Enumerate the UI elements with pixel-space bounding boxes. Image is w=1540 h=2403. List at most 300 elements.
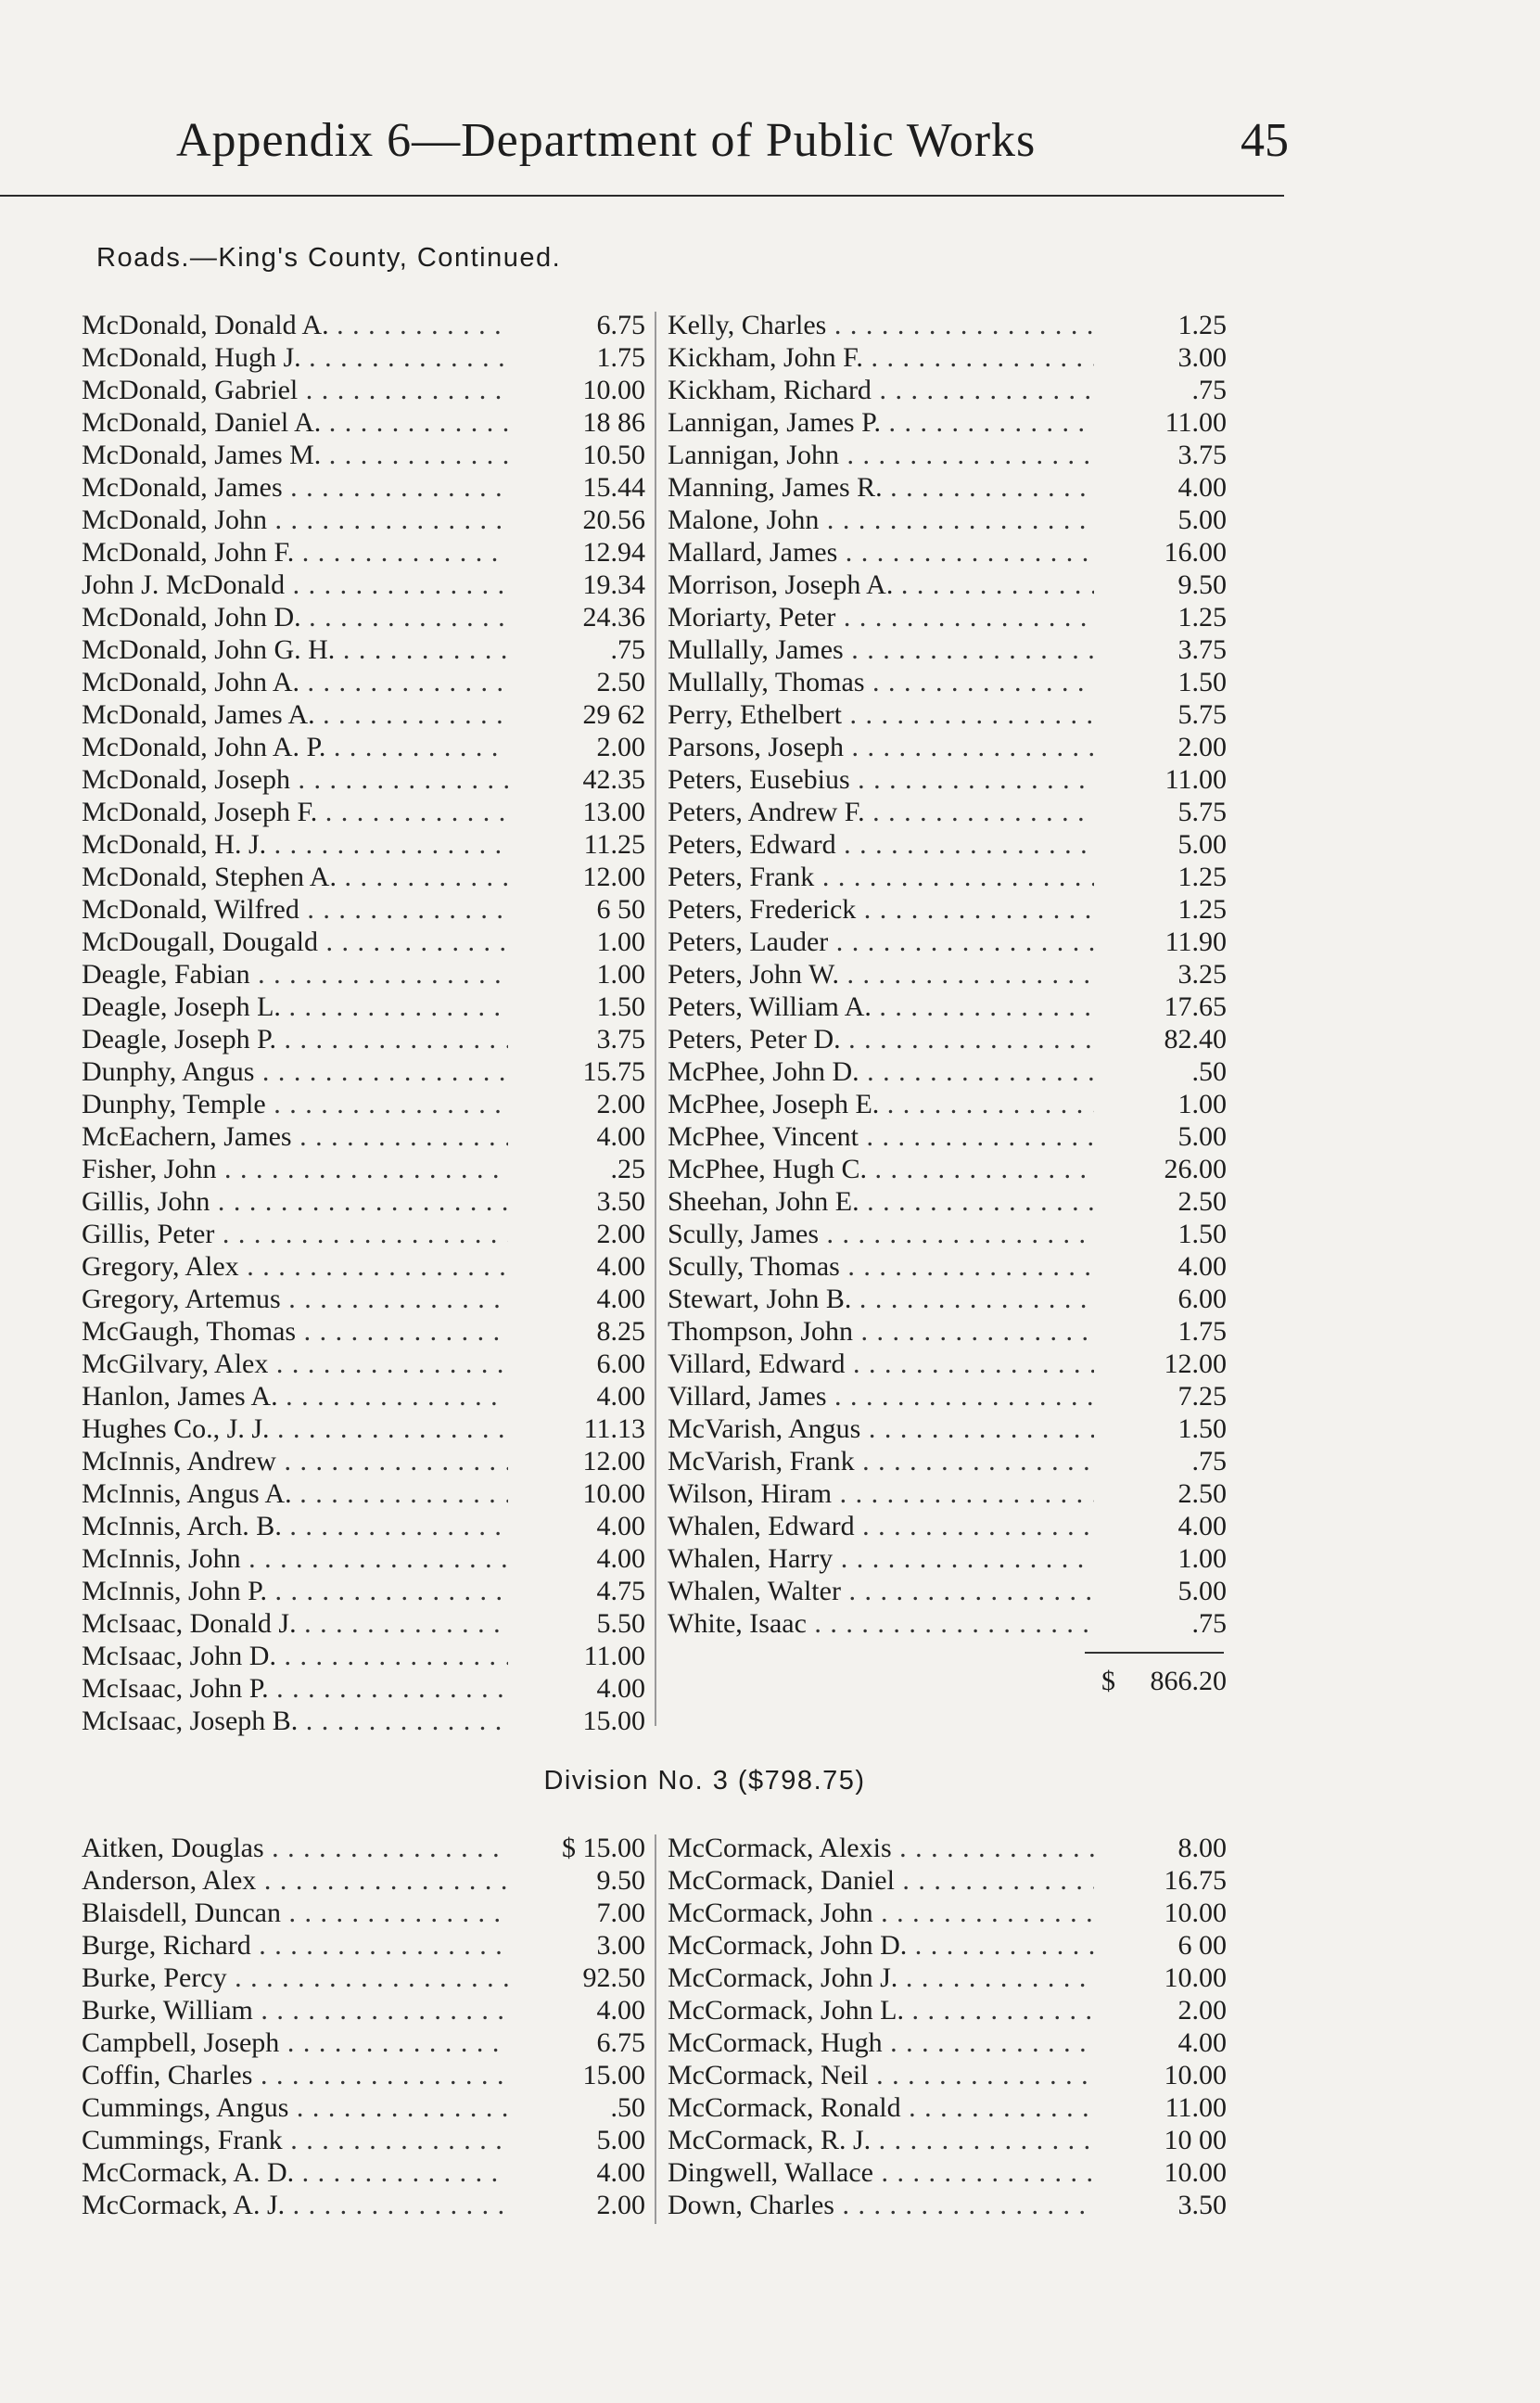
list-item (668, 374, 1227, 406)
payment-amount: 42.35 (582, 764, 645, 795)
list-item (82, 374, 645, 406)
running-title: Appendix 6—Department of Public Works (176, 114, 1037, 167)
payment-amount: .75 (1191, 375, 1227, 405)
payee-name: Anderson, Alex . . . (82, 1864, 508, 1897)
payment-amount: .50 (610, 2092, 645, 2123)
payment-amount: 4.00 (596, 1251, 645, 1282)
payment-amount: 1.00 (596, 927, 645, 957)
payment-amount: 2.50 (1177, 1186, 1227, 1217)
payee-name: John J. McDonald . . . (82, 569, 508, 601)
payment-amount: 10.00 (1164, 2060, 1227, 2090)
payee-name: McCormack, A. D. . . . (82, 2156, 508, 2189)
payment-amount: 4.00 (596, 2157, 645, 2188)
list-item (82, 893, 645, 926)
payee-name: McDonald, Donald A. . . . (82, 309, 508, 341)
list-item (82, 1348, 645, 1380)
list-item (668, 796, 1227, 828)
list-item (668, 958, 1227, 991)
payee-name: McDonald, John G. H. . . . (82, 633, 508, 666)
division-heading: Division No. 3 ($798.75) (543, 1766, 866, 1796)
payment-amount: 4.00 (1177, 1251, 1227, 1282)
payee-name: McPhee, Joseph E. . . . (668, 1088, 1094, 1120)
payee-name: McDonald, H. J. . . . (82, 828, 508, 861)
payment-amount: 1.50 (596, 991, 645, 1022)
list-item (668, 1994, 1227, 2026)
payee-name: McDonald, John F. . . . (82, 536, 508, 569)
payment-amount: 3.50 (1177, 2190, 1227, 2220)
payee-name: Parsons, Joseph . . . (668, 731, 1094, 763)
payee-name: Moriarty, Peter . . . (668, 601, 1094, 633)
payment-amount: 8.00 (1177, 1833, 1227, 1863)
payee-name: Gillis, Peter . . . (82, 1218, 508, 1250)
payment-amount: 10.00 (1164, 1898, 1227, 1928)
payment-amount: 11.13 (583, 1413, 645, 1444)
payee-name: McDonald, James A. . . . (82, 698, 508, 731)
list-item (668, 309, 1227, 341)
payee-name: Dunphy, Angus . . . (82, 1055, 508, 1088)
payment-amount: 3.25 (1177, 959, 1227, 990)
payment-amount: 5.00 (1177, 505, 1227, 535)
list-item (668, 1607, 1227, 1640)
payee-name: Kickham, Richard . . . (668, 374, 1094, 406)
list-item (82, 406, 645, 439)
payee-name: Fisher, John . . . (82, 1153, 508, 1185)
payee-name: McVarish, Frank . . . (668, 1445, 1094, 1477)
list-item (82, 1250, 645, 1283)
payee-name: McInnis, John . . . (82, 1542, 508, 1575)
payment-amount: 2.00 (596, 1089, 645, 1119)
payment-amount: 4.00 (596, 1511, 645, 1541)
list-item (668, 926, 1227, 958)
payment-amount: 3.00 (1177, 342, 1227, 373)
payment-amount: 4.00 (1177, 2027, 1227, 2058)
payee-name: Whalen, Walter . . . (668, 1575, 1094, 1607)
list-item (668, 1542, 1227, 1575)
list-item (82, 1832, 645, 1864)
payment-amount: 3.75 (1177, 440, 1227, 470)
list-item (82, 1864, 645, 1897)
payment-amount: .50 (1191, 1056, 1227, 1087)
payee-name: Deagle, Fabian . . . (82, 958, 508, 991)
payee-name: Burke, Percy . . . (82, 1962, 508, 1994)
payee-name: Morrison, Joseph A. . . . (668, 569, 1094, 601)
list-item (82, 341, 645, 374)
payee-name: McDonald, Stephen A. . . . (82, 861, 508, 893)
list-item (82, 2026, 645, 2059)
payment-amount: 7.25 (1177, 1381, 1227, 1412)
payment-amount: 29 62 (582, 699, 645, 730)
payment-amount: 6.75 (596, 2027, 645, 2058)
list-item (82, 569, 645, 601)
list-item (668, 1283, 1227, 1315)
payment-amount: 5.75 (1177, 699, 1227, 730)
list-item (82, 1510, 645, 1542)
payee-name: Peters, John W. . . . (668, 958, 1094, 991)
payee-name: McCormack, A. J. . . . (82, 2189, 508, 2221)
list-item (668, 666, 1227, 698)
list-item (668, 1412, 1227, 1445)
payment-amount: 10.00 (1164, 2157, 1227, 2188)
list-item (82, 1185, 645, 1218)
payment-amount: 2.50 (1177, 1478, 1227, 1509)
payee-name: Burke, William . . . (82, 1994, 508, 2026)
payment-amount: 15.00 (582, 1706, 645, 1736)
payee-name: McInnis, Arch. B. . . . (82, 1510, 508, 1542)
list-item (668, 1088, 1227, 1120)
list-item (82, 1929, 645, 1962)
list-item (82, 439, 645, 471)
list-item (668, 1055, 1227, 1088)
payee-name: Villard, Edward . . . (668, 1348, 1094, 1380)
payment-amount: 4.00 (1177, 472, 1227, 503)
payment-amount: 2.50 (596, 667, 645, 697)
list-item (82, 1575, 645, 1607)
list-item (82, 796, 645, 828)
page-number: 45 (1241, 114, 1289, 167)
payment-amount: 16.75 (1164, 1865, 1227, 1896)
payment-amount: .75 (610, 634, 645, 665)
payee-name: McDonald, Joseph . . . (82, 763, 508, 796)
payee-name: Peters, Frank . . . (668, 861, 1094, 893)
list-item (668, 1929, 1227, 1962)
payment-amount: 10.50 (582, 440, 645, 470)
payee-name: Manning, James R. . . . (668, 471, 1094, 504)
payee-name: McCormack, R. J. . . . (668, 2124, 1094, 2156)
list-item (82, 1153, 645, 1185)
list-item (668, 536, 1227, 569)
section2-left-column (82, 1832, 645, 2221)
list-item (82, 309, 645, 341)
payee-name: Perry, Ethelbert . . . (668, 698, 1094, 731)
payment-amount: 11.00 (583, 1641, 645, 1671)
list-item (82, 633, 645, 666)
payment-amount: 4.00 (596, 1995, 645, 2026)
payee-name: Dingwell, Wallace . . . (668, 2156, 1094, 2189)
payee-name: Scully, Thomas . . . (668, 1250, 1094, 1283)
payment-amount: 3.75 (596, 1024, 645, 1055)
payee-name: McPhee, Vincent . . . (668, 1120, 1094, 1153)
list-item (668, 1510, 1227, 1542)
payment-amount: 4.00 (596, 1381, 645, 1412)
payee-name: McGilvary, Alex . . . (82, 1348, 508, 1380)
list-item (668, 1575, 1227, 1607)
payment-amount: 17.65 (1164, 991, 1227, 1022)
payment-amount: 12.00 (582, 1446, 645, 1476)
list-item (82, 1055, 645, 1088)
payment-amount: 4.00 (596, 1673, 645, 1704)
payment-amount: 5.50 (596, 1608, 645, 1639)
payment-amount: 6 50 (596, 894, 645, 925)
payee-name: Malone, John . . . (668, 504, 1094, 536)
payee-name: McDonald, Gabriel . . . (82, 374, 508, 406)
list-item (668, 698, 1227, 731)
list-item (668, 1962, 1227, 1994)
payment-amount: 5.75 (1177, 797, 1227, 827)
total-rule (1085, 1652, 1224, 1654)
list-item (668, 1315, 1227, 1348)
list-item (82, 2091, 645, 2124)
payee-name: Peters, Frederick . . . (668, 893, 1094, 926)
payee-name: McPhee, Hugh C. . . . (668, 1153, 1094, 1185)
section1-left-column (82, 309, 645, 1737)
list-item (668, 2124, 1227, 2156)
list-item (668, 1250, 1227, 1283)
payment-amount: 2.00 (596, 1219, 645, 1249)
list-item (82, 536, 645, 569)
payee-name: McVarish, Angus . . . (668, 1412, 1094, 1445)
list-item (82, 828, 645, 861)
payee-name: Peters, William A. . . . (668, 991, 1094, 1023)
payment-amount: 11.90 (1165, 927, 1227, 957)
payment-amount: 15.44 (582, 472, 645, 503)
payment-amount: 2.00 (596, 732, 645, 762)
payee-name: McGaugh, Thomas . . . (82, 1315, 508, 1348)
payee-name: Down, Charles . . . (668, 2189, 1094, 2221)
payee-name: McCormack, Alexis . . . (668, 1832, 1094, 1864)
payment-amount: 2.00 (596, 2190, 645, 2220)
payee-name: McCormack, Ronald . . . (668, 2091, 1094, 2124)
list-item (82, 2124, 645, 2156)
payee-name: McCormack, John L. . . . (668, 1994, 1094, 2026)
list-item (82, 666, 645, 698)
payment-amount: 1.25 (1177, 602, 1227, 633)
list-item (668, 991, 1227, 1023)
list-item (668, 569, 1227, 601)
list-item (668, 2189, 1227, 2221)
payment-amount: 11.25 (583, 829, 645, 860)
payee-name: McCormack, John . . . (668, 1897, 1094, 1929)
payee-name: Gregory, Artemus . . . (82, 1283, 508, 1315)
list-item (82, 1607, 645, 1640)
list-item (82, 1542, 645, 1575)
payment-amount: 6.75 (596, 310, 645, 340)
payment-amount: 3.00 (596, 1930, 645, 1961)
payment-amount: 10.00 (582, 1478, 645, 1509)
payment-amount: 6 00 (1177, 1930, 1227, 1961)
payment-amount: .75 (1191, 1608, 1227, 1639)
payment-amount: 11.00 (1165, 764, 1227, 795)
list-item (82, 958, 645, 991)
payment-amount: 3.50 (596, 1186, 645, 1217)
payee-name: Dunphy, Temple . . . (82, 1088, 508, 1120)
payment-amount: 8.25 (596, 1316, 645, 1347)
payee-name: Hanlon, James A. . . . (82, 1380, 508, 1412)
payee-name: McDonald, James . . . (82, 471, 508, 504)
payee-name: McDonald, John A. . . . (82, 666, 508, 698)
payment-amount: 2.00 (1177, 732, 1227, 762)
payment-amount: 1.00 (596, 959, 645, 990)
payee-name: Whalen, Harry . . . (668, 1542, 1094, 1575)
payee-name: Campbell, Joseph . . . (82, 2026, 508, 2059)
list-item (668, 861, 1227, 893)
list-item (668, 601, 1227, 633)
column-divider (655, 1834, 656, 2224)
list-item (668, 406, 1227, 439)
list-item (668, 341, 1227, 374)
payment-amount: 1.25 (1177, 862, 1227, 892)
payment-amount: 1.75 (596, 342, 645, 373)
payment-amount: 1.50 (1177, 1413, 1227, 1444)
payee-name: McDonald, John . . . (82, 504, 508, 536)
payee-name: Villard, James . . . (668, 1380, 1094, 1412)
payee-name: McInnis, Andrew . . . (82, 1445, 508, 1477)
list-item (82, 1088, 645, 1120)
list-item (82, 1023, 645, 1055)
list-item (668, 2026, 1227, 2059)
list-item (82, 731, 645, 763)
payee-name: Sheehan, John E. . . . (668, 1185, 1094, 1218)
payment-amount: 4.75 (596, 1576, 645, 1606)
section2-right-column (668, 1832, 1227, 2221)
payment-amount: 82.40 (1164, 1024, 1227, 1055)
payee-name: Cummings, Frank . . . (82, 2124, 508, 2156)
section-heading: Roads.—King's County, Continued. (96, 243, 562, 273)
list-item (668, 2059, 1227, 2091)
list-item (82, 1477, 645, 1510)
payment-amount: 5.00 (596, 2125, 645, 2155)
payment-amount: $ 15.00 (562, 1833, 645, 1863)
payment-amount: 10.00 (1164, 1962, 1227, 1993)
payee-name: Coffin, Charles . . . (82, 2059, 508, 2091)
payment-amount: 4.00 (596, 1284, 645, 1314)
payment-amount: 24.36 (582, 602, 645, 633)
section1-right-column (668, 309, 1227, 1640)
list-item (668, 1897, 1227, 1929)
column-divider (655, 312, 656, 1726)
payee-name: Gregory, Alex . . . (82, 1250, 508, 1283)
payment-amount: 4.00 (596, 1543, 645, 1574)
payment-amount: 9.50 (1177, 569, 1227, 600)
payment-amount: .25 (610, 1154, 645, 1184)
list-item (668, 1832, 1227, 1864)
payment-amount: 10 00 (1164, 2125, 1227, 2155)
payment-amount: 1.00 (1177, 1543, 1227, 1574)
list-item (668, 2156, 1227, 2189)
payment-amount: .75 (1191, 1446, 1227, 1476)
payment-amount: 12.94 (582, 537, 645, 568)
payee-name: Kelly, Charles . . . (668, 309, 1094, 341)
payment-amount: 10.00 (582, 375, 645, 405)
payee-name: McCormack, Daniel . . . (668, 1864, 1094, 1897)
payment-amount: 12.00 (1164, 1348, 1227, 1379)
header-rule (0, 195, 1284, 197)
list-item (82, 926, 645, 958)
payee-name: McEachern, James . . . (82, 1120, 508, 1153)
payee-name: Gillis, John . . . (82, 1185, 508, 1218)
list-item (668, 1864, 1227, 1897)
total-value: 866.20 (1150, 1666, 1227, 1696)
payment-amount: 11.00 (1165, 2092, 1227, 2123)
payee-name: McPhee, John D. . . . (668, 1055, 1094, 1088)
list-item (82, 1640, 645, 1672)
payee-name: Peters, Peter D. . . . (668, 1023, 1094, 1055)
payee-name: McDougall, Dougald . . . (82, 926, 508, 958)
payee-name: Mallard, James . . . (668, 536, 1094, 569)
payment-amount: 5.00 (1177, 1576, 1227, 1606)
payee-name: Mullally, James . . . (668, 633, 1094, 666)
payee-name: Thompson, John . . . (668, 1315, 1094, 1348)
payment-amount: 11.00 (1165, 407, 1227, 438)
payment-amount: 6.00 (596, 1348, 645, 1379)
payee-name: McDonald, James M. . . . (82, 439, 508, 471)
list-item (82, 1897, 645, 1929)
list-item (668, 504, 1227, 536)
list-item (82, 861, 645, 893)
payee-name: McIsaac, Donald J. . . . (82, 1607, 508, 1640)
payment-amount: 7.00 (596, 1898, 645, 1928)
payee-name: Stewart, John B. . . . (668, 1283, 1094, 1315)
payee-name: Burge, Richard . . . (82, 1929, 508, 1962)
list-item (668, 2091, 1227, 2124)
payee-name: Deagle, Joseph L. . . . (82, 991, 508, 1023)
payee-name: Hughes Co., J. J. . . . (82, 1412, 508, 1445)
payment-amount: 5.00 (1177, 1121, 1227, 1152)
list-item (668, 893, 1227, 926)
list-item (82, 601, 645, 633)
payee-name: McCormack, John J. . . . (668, 1962, 1094, 1994)
payee-name: McDonald, Hugh J. . . . (82, 341, 508, 374)
payment-amount: 4.00 (596, 1121, 645, 1152)
payee-name: McCormack, Hugh . . . (668, 2026, 1094, 2059)
list-item (82, 2059, 645, 2091)
payee-name: Lannigan, James P. . . . (668, 406, 1094, 439)
payee-name: Cummings, Angus . . . (82, 2091, 508, 2124)
payment-amount: 12.00 (582, 862, 645, 892)
list-item (82, 1412, 645, 1445)
list-item (82, 698, 645, 731)
payee-name: McDonald, John A. P. . . . (82, 731, 508, 763)
payment-amount: 1.25 (1177, 894, 1227, 925)
payee-name: Aitken, Douglas . . . (82, 1832, 508, 1864)
payment-amount: 13.00 (582, 797, 645, 827)
payment-amount: 9.50 (596, 1865, 645, 1896)
payee-name: McIsaac, John P. . . . (82, 1672, 508, 1705)
payee-name: Peters, Andrew F. . . . (668, 796, 1094, 828)
payment-amount: 1.50 (1177, 667, 1227, 697)
payment-amount: 26.00 (1164, 1154, 1227, 1184)
list-item (82, 763, 645, 796)
list-item (668, 1218, 1227, 1250)
payee-name: McInnis, Angus A. . . . (82, 1477, 508, 1510)
payment-amount: 18 86 (582, 407, 645, 438)
payee-name: Kickham, John F. . . . (668, 341, 1094, 374)
list-item (82, 471, 645, 504)
list-item (82, 1672, 645, 1705)
list-item (668, 633, 1227, 666)
payment-amount: 2.00 (1177, 1995, 1227, 2026)
list-item (668, 1153, 1227, 1185)
payment-amount: 16.00 (1164, 537, 1227, 568)
list-item (668, 1477, 1227, 1510)
list-item (82, 1283, 645, 1315)
payment-amount: 1.75 (1177, 1316, 1227, 1347)
payee-name: McDonald, Wilfred . . . (82, 893, 508, 926)
payee-name: McDonald, John D. . . . (82, 601, 508, 633)
payee-name: White, Isaac . . . (668, 1607, 1094, 1640)
payment-amount: 3.75 (1177, 634, 1227, 665)
list-item (82, 1315, 645, 1348)
payment-amount: 6.00 (1177, 1284, 1227, 1314)
payee-name: Whalen, Edward . . . (668, 1510, 1094, 1542)
list-item (668, 439, 1227, 471)
payee-name: McIsaac, John D. . . . (82, 1640, 508, 1672)
payee-name: McDonald, Joseph F. . . . (82, 796, 508, 828)
payment-amount: 15.75 (582, 1056, 645, 1087)
payee-name: McInnis, John P. . . . (82, 1575, 508, 1607)
list-item (82, 504, 645, 536)
page-header (176, 113, 1289, 178)
list-item (82, 1705, 645, 1737)
